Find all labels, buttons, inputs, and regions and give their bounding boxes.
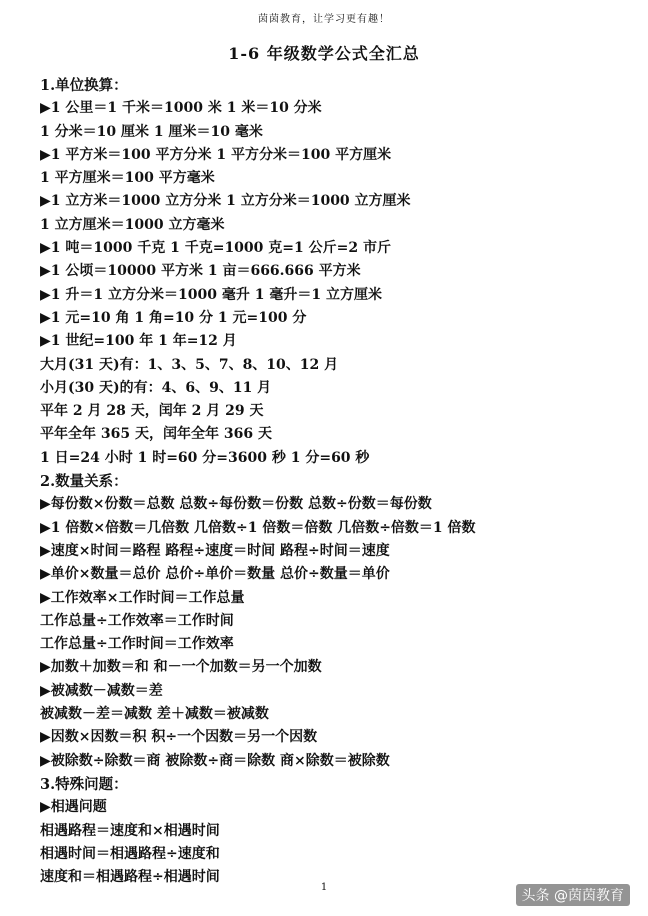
- formula-line: ▶1 立方米＝1000 立方分米 1 立方分米＝1000 立方厘米: [40, 193, 411, 210]
- page-header-tagline: 茵茵教育，让学习更有趣！: [258, 14, 390, 25]
- document-body: [40, 74, 640, 889]
- document-title: 1-6 年级数学公式全汇总: [228, 44, 420, 63]
- formula-line: 大月(31 天)有：1、3、5、7、8、10、12 月: [40, 356, 339, 373]
- page-number: 1: [320, 882, 328, 893]
- formula-line: ▶1 升＝1 立方分米＝1000 毫升 1 毫升＝1 立方厘米: [40, 286, 382, 303]
- formula-line: ▶1 吨＝1000 千克 1 千克=1000 克=1 公斤=2 市斤: [40, 240, 391, 257]
- formula-line: ▶1 公顷＝10000 平方米 1 亩＝666.666 平方米: [40, 263, 361, 280]
- formula-line: ▶加数＋加数＝和 和－一个加数＝另一个加数: [40, 659, 322, 676]
- section-heading: 1.单位换算：: [40, 77, 128, 94]
- formula-line: 1 日=24 小时 1 时=60 分=3600 秒 1 分=60 秒: [40, 449, 370, 466]
- formula-line: 被减数－差＝减数 差＋减数＝被减数: [40, 706, 269, 723]
- formula-line: 相遇时间＝相遇路程÷速度和: [40, 845, 220, 862]
- formula-line: ▶1 公里＝1 千米＝1000 米 1 米＝10 分米: [40, 100, 322, 117]
- formula-line: ▶1 元=10 角 1 角=10 分 1 元=100 分: [40, 309, 307, 326]
- formula-line: ▶相遇问题: [40, 799, 107, 816]
- formula-line: ▶1 倍数×倍数＝几倍数 几倍数÷1 倍数＝倍数 几倍数÷倍数＝1 倍数: [40, 519, 476, 536]
- formula-line: 小月(30 天)的有：4、6、9、11 月: [40, 379, 272, 396]
- formula-line: 1 平方厘米＝100 平方毫米: [40, 170, 215, 187]
- section-heading: 2.数量关系：: [40, 473, 128, 491]
- formula-line: 相遇路程＝速度和×相遇时间: [40, 822, 220, 839]
- formula-line: ▶速度×时间＝路程 路程÷速度＝时间 路程÷时间＝速度: [40, 542, 390, 559]
- formula-line: 1 立方厘米＝1000 立方毫米: [40, 216, 225, 233]
- watermark-logo: 头条 @茵茵教育: [516, 884, 630, 906]
- formula-line: ▶每份数×份数＝总数 总数÷每份数＝份数 总数÷份数＝每份数: [40, 496, 432, 513]
- formula-line: ▶被除数÷除数＝商 被除数÷商＝除数 商×除数＝被除数: [40, 752, 390, 769]
- formula-line: ▶被减数－减数＝差: [40, 682, 163, 699]
- formula-line: 速度和＝相遇路程÷相遇时间: [40, 869, 220, 886]
- formula-line: ▶工作效率×工作时间＝工作总量: [40, 589, 245, 606]
- formula-line: 1 分米＝10 厘米 1 厘米＝10 毫米: [40, 123, 263, 140]
- formula-line: 平年 2 月 28 天，闰年 2 月 29 天: [40, 403, 264, 420]
- formula-line: ▶因数×因数＝积 积÷一个因数＝另一个因数: [40, 729, 318, 746]
- formula-line: ▶1 世纪=100 年 1 年=12 月: [40, 333, 237, 350]
- formula-line: 工作总量÷工作效率＝工作时间: [40, 612, 234, 629]
- formula-line: ▶1 平方米＝100 平方分米 1 平方分米＝100 平方厘米: [40, 146, 392, 163]
- section-heading: 3.特殊问题：: [40, 775, 128, 793]
- formula-line: 工作总量÷工作时间＝工作效率: [40, 636, 234, 653]
- formula-line: 平年全年 365 天，闰年全年 366 天: [40, 426, 272, 443]
- formula-line: ▶单价×数量＝总价 总价÷单价＝数量 总价÷数量＝单价: [40, 566, 390, 583]
